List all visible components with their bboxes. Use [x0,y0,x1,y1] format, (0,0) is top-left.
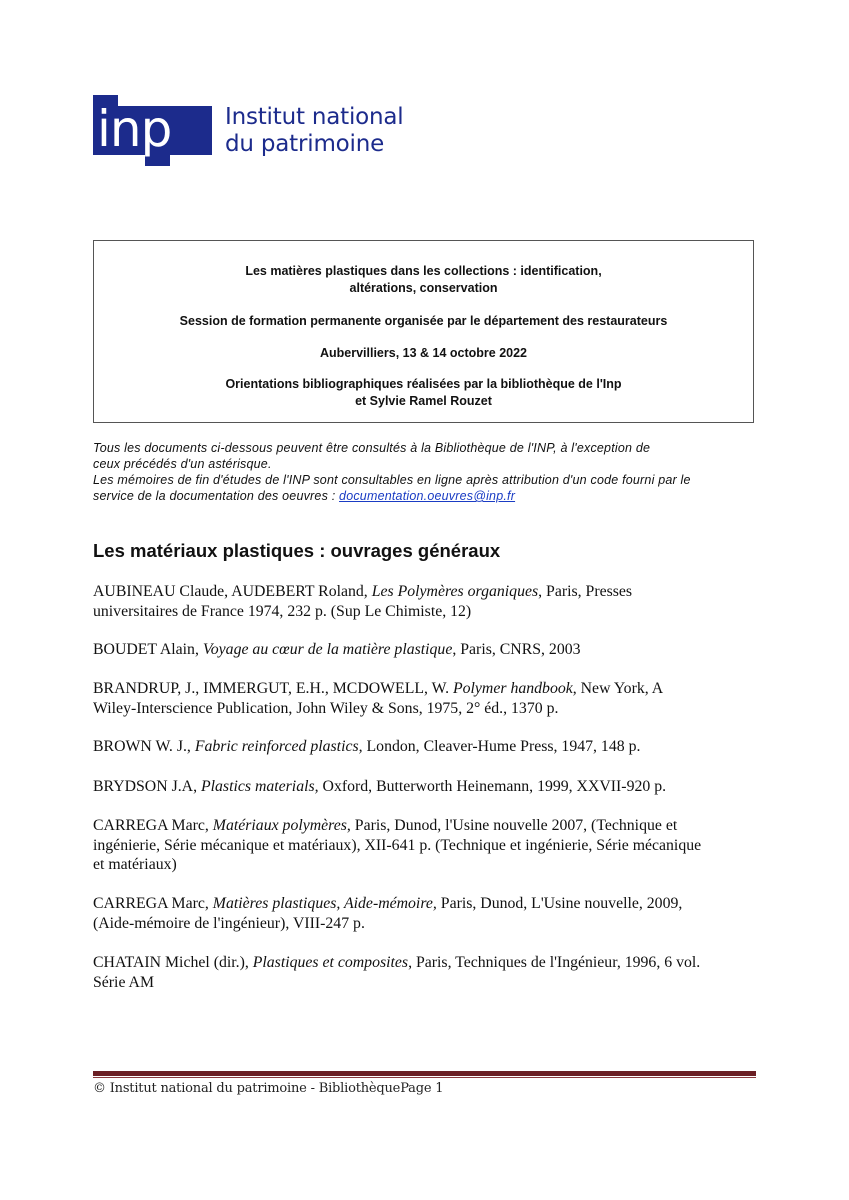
entry-authors: AUBINEAU Claude, AUDEBERT Roland, [93,583,372,600]
bibliography-credits [94,376,753,410]
intro-line4 [93,488,763,504]
entry-details-cont: (Aide-mémoire de l'ingénieur), VIII-247 p. [93,914,365,932]
entry-title: Plastiques et composites [252,954,409,971]
bibliography-entry [93,737,640,757]
footer-rule-thin [93,1077,756,1078]
entry-title: Matériaux polymères [212,817,347,834]
event-title [94,263,753,297]
logo-institution-name [225,104,404,158]
intro-line1: Tous les documents ci-dessous peuvent être consultés à la Bibliothèque de l'INP, à l'exception de [93,441,651,455]
footer [93,1081,443,1096]
header-box [93,240,754,423]
entry-details: , Paris, Dunod, l'Usine nouvelle 2007, (Technique et [346,817,678,834]
entry-authors: CARREGA Marc, [93,817,213,834]
intro-line3: Les mémoires de fin d'études de l'INP sont consultables en ligne après attribution d'un code fourni par le [93,473,691,487]
event-date-location: Aubervilliers, 13 & 14 octobre 2022 [319,346,528,360]
bibliography-entry [93,679,663,718]
entry-details-cont: Wiley-Interscience Publication, John Wiley & Sons, 1975, 2° éd., 1370 p. [93,699,559,717]
entry-authors: CHATAIN Michel (dir.), [93,954,253,971]
entry-title: Voyage au cœur de la matière plastique [202,641,453,658]
inp-logo [93,95,423,170]
entry-details: London, Cleaver-Hume Press, 1947, 148 p. [362,738,641,755]
entry-authors: BOUDET Alain, [93,641,203,658]
intro-note [93,440,763,504]
bibliography-entry [93,777,666,797]
entry-details-cont: et matériaux) [93,856,177,873]
bibliography-entry [93,816,701,875]
section-heading: Les matériaux plastiques : ouvrages généraux [93,540,501,561]
entry-title: Plastics materials, [200,778,319,795]
entry-authors: CARREGA Marc, [93,895,213,912]
bibliography-entry [93,640,581,660]
entry-details-cont: Série AM [93,973,154,991]
entry-title: Les Polymères organiques [371,583,539,600]
event-title-line2: altérations, conservation [349,281,498,295]
entry-details-cont: universitaires de France 1974, 232 p. (Sup Le Chimiste, 12) [93,602,472,620]
event-title-line1: Les matières plastiques dans les collections : identification, [245,264,602,278]
credits-line1: Orientations bibliographiques réalisées par la bibliothèque de l'Inp [225,377,622,391]
entry-details: , Paris, Techniques de l'Ingénieur, 1996, 6 vol. [408,954,701,971]
entry-authors: BRANDRUP, J., IMMERGUT, E.H., MCDOWELL, W. [93,680,453,697]
bibliography-entry [93,953,700,992]
entry-title: Fabric reinforced plastics, [194,738,363,755]
entry-details-cont: ingénierie, Série mécanique et matériaux), XII-641 p. (Technique et ingénierie, Série mécanique [93,836,702,854]
session-description: Session de formation permanente organisée par le département des restaurateurs [179,314,668,328]
bibliography-entry [93,894,682,933]
entry-details: , Paris, CNRS, 2003 [452,641,581,658]
entry-authors: BROWN W. J., [93,738,195,755]
email-link[interactable]: documentation.oeuvres@inp.fr [339,489,516,503]
intro-line4-prefix: service de la documentation des oeuvres : [93,489,340,503]
entry-title: Matières plastiques, Aide-mémoire, [212,895,437,912]
entry-details: Paris, Dunod, L'Usine nouvelle, 2009, [436,895,683,912]
logo-name-line1: Institut national [225,104,404,130]
credits-line2: et Sylvie Ramel Rouzet [355,394,492,408]
intro-line2: ceux précédés d'un astérisque. [93,457,272,471]
entry-details: Oxford, Butterworth Heinemann, 1999, XXVII-920 p. [318,778,667,795]
logo-mark-text: inp [97,100,172,158]
page-number: Page 1 [400,1081,444,1096]
entry-details: , New York, A [572,680,664,697]
entry-title: Polymer handbook [452,680,573,697]
logo-name-line2: du patrimoine [225,131,385,157]
entry-details: , Paris, Presses [538,583,633,600]
footer-rule [93,1071,756,1076]
footer-copyright: © Institut national du patrimoine - Bibliothèque [93,1081,401,1096]
bibliography-entry [93,582,632,621]
entry-authors: BRYDSON J.A, [93,778,201,795]
